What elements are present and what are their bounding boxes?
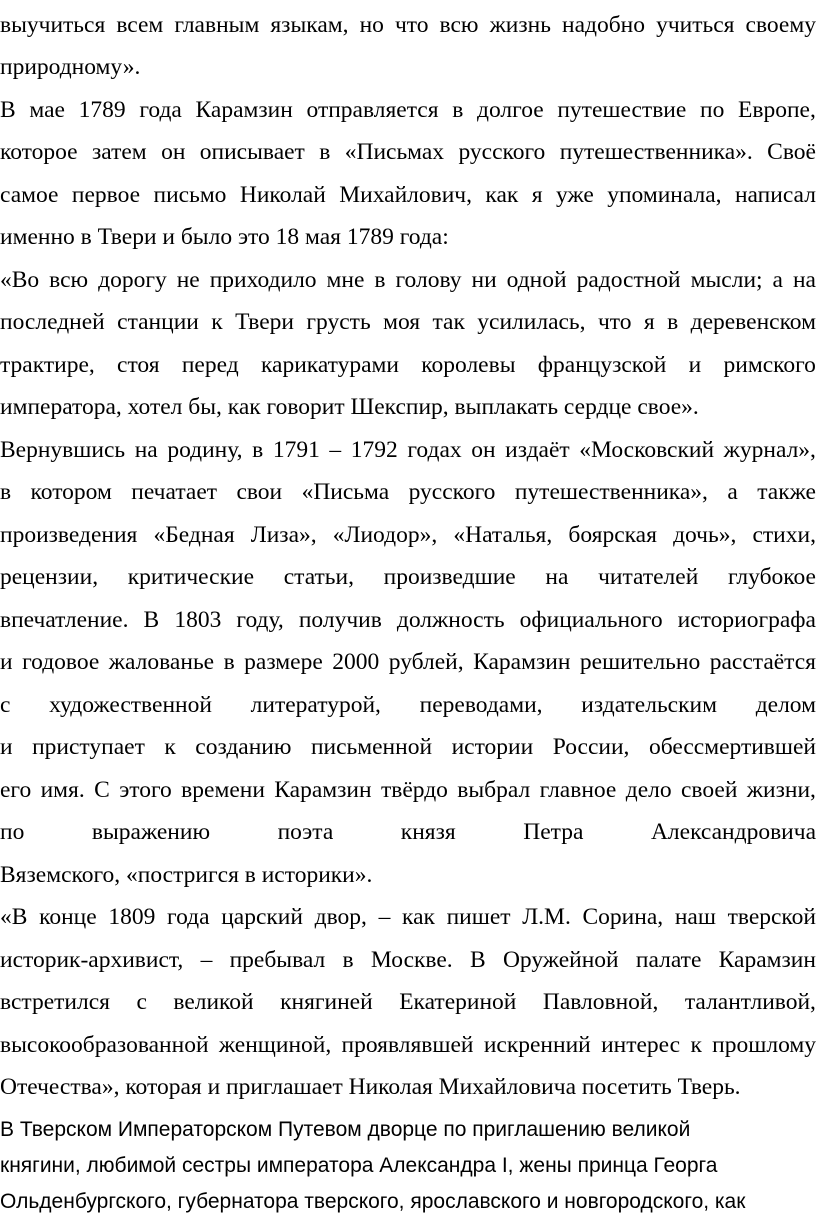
word: в [223, 649, 235, 675]
word: года [139, 97, 182, 123]
word: Сорина, [582, 904, 664, 930]
word: перед [181, 352, 239, 378]
word: на [134, 437, 158, 463]
word: дочь», [673, 522, 737, 548]
word: в [319, 139, 331, 165]
text-line: Отечества», которая и приглашает Николая Михайловича посетить Тверь. [0, 1074, 741, 1100]
word: а [772, 267, 783, 293]
word: решительно [579, 649, 701, 675]
text-line [0, 726, 816, 768]
word: как [485, 182, 519, 208]
word: произведения [0, 522, 138, 548]
word: долгое [477, 97, 544, 123]
word: произведшие [383, 564, 516, 590]
word: пребывал [229, 947, 326, 973]
word: Петра [523, 819, 584, 845]
word: путешествие [557, 97, 687, 123]
text-line [0, 641, 816, 683]
word: – [378, 904, 391, 930]
word: Лиза», [250, 522, 317, 548]
word: С [94, 777, 110, 803]
word: времени [181, 777, 265, 803]
word: отправляется [306, 97, 439, 123]
word: печатает [131, 479, 218, 505]
word: художественной [49, 692, 212, 718]
text-line: Ольденбургского, губернатора тверского, ярославского и новгородского, как [0, 1190, 746, 1213]
word: письмо [153, 182, 227, 208]
word: и [688, 352, 702, 378]
word: созданию [195, 734, 292, 760]
word: к [211, 309, 223, 335]
word: женщиной, [218, 1032, 332, 1058]
word: читателей [598, 564, 699, 590]
word: что [597, 309, 632, 335]
word: В [0, 97, 16, 123]
word: «Лиодор», [332, 522, 438, 548]
word: римского [723, 352, 816, 378]
word: к [164, 734, 176, 760]
word: трактире, [0, 352, 95, 378]
word: 1791 [272, 437, 320, 463]
word: Оружейной [502, 947, 619, 973]
text-line: именно в Твери и было это 18 мая 1789 года: [0, 224, 449, 250]
word: не [176, 267, 200, 293]
word: с [136, 989, 147, 1015]
word: конце [39, 904, 97, 930]
word: и [0, 649, 13, 675]
word: своему [745, 12, 816, 38]
word: деревенском [690, 309, 816, 335]
text-line [0, 769, 816, 811]
word: 1809 [108, 904, 156, 930]
word: глубокое [727, 564, 816, 590]
word: Михайлович, [339, 182, 472, 208]
word: свои [236, 479, 283, 505]
word: «Наталья, [453, 522, 553, 548]
word: историографа [677, 607, 816, 633]
word: Л.М. [522, 904, 571, 930]
word: Павловной, [542, 989, 659, 1015]
word: упоминала, [607, 182, 722, 208]
word: Карамзин [195, 97, 293, 123]
word: этого [119, 777, 172, 803]
word: Карамзин [473, 649, 571, 675]
word: «В [0, 904, 28, 930]
text-line [0, 259, 816, 301]
word: как [402, 904, 435, 930]
word: родину, [167, 437, 243, 463]
word: издаёт [505, 437, 570, 463]
word: искренний [483, 1032, 591, 1058]
word: ни [471, 267, 497, 293]
text-line: природному». [0, 54, 141, 80]
word: по [0, 819, 25, 845]
word: должность [396, 607, 505, 633]
word: издательским [581, 692, 717, 718]
word: литературой, [250, 692, 381, 718]
text-line [0, 471, 816, 513]
word: русского [458, 139, 546, 165]
word: в [374, 267, 386, 293]
word: прошлому [712, 1032, 816, 1058]
word: в [252, 437, 264, 463]
word: мае [29, 97, 65, 123]
word: – [329, 437, 342, 463]
word: официального [519, 607, 663, 633]
word: годовое [22, 649, 100, 675]
text-line [0, 301, 816, 343]
word: он [471, 437, 496, 463]
word: и [0, 734, 13, 760]
word: описывает [199, 139, 305, 165]
word: годах [407, 437, 462, 463]
word: с [0, 692, 11, 718]
word: в [0, 479, 12, 505]
word: к [690, 1032, 702, 1058]
word: на [792, 267, 816, 293]
word: Екатериной [399, 989, 517, 1015]
word: журнал», [723, 437, 816, 463]
word: путешественника». [559, 139, 753, 165]
word: радостной [576, 267, 681, 293]
word: критические [127, 564, 255, 590]
word: проявлявшей [341, 1032, 474, 1058]
text-line [0, 4, 816, 46]
word: мысли; [690, 267, 763, 293]
word: русского [408, 479, 496, 505]
text-line: Вяземского, «постригся в историки». [0, 862, 373, 888]
word: самое [0, 182, 59, 208]
word: княгиней [280, 989, 373, 1015]
word: в [452, 97, 464, 123]
word: твёрдо [380, 777, 448, 803]
word: уже [556, 182, 594, 208]
word: последней [0, 309, 105, 335]
word: я [643, 309, 655, 335]
word: в [667, 309, 679, 335]
word: что [394, 12, 429, 38]
word: надобно [562, 12, 646, 38]
word: истории [451, 734, 534, 760]
word: статьи, [283, 564, 354, 590]
word: дорогу [98, 267, 167, 293]
word: 1789 [78, 97, 126, 123]
word: которое [0, 139, 78, 165]
word: голову [395, 267, 462, 293]
word: станции [117, 309, 199, 335]
word: жизни, [746, 777, 816, 803]
word: французской [537, 352, 667, 378]
word: «Бедная [153, 522, 235, 548]
text-line: императора, хотел бы, как говорит Шекспир, выплакать сердце свое». [0, 394, 699, 420]
word: приступает [32, 734, 145, 760]
word: выражению [91, 819, 211, 845]
word: его [0, 777, 32, 803]
word: палате [635, 947, 702, 973]
word: усилилась, [477, 309, 586, 335]
text-line [0, 811, 816, 853]
word: выучиться [0, 12, 106, 38]
text-line [0, 599, 816, 641]
text-line [0, 684, 816, 726]
word: приходило [209, 267, 317, 293]
text-line [0, 131, 816, 173]
word: Николай [239, 182, 326, 208]
text-line [0, 896, 816, 938]
word: – [200, 947, 213, 973]
word: Своё [767, 139, 816, 165]
word: тверской [727, 904, 816, 930]
word: делом [755, 692, 816, 718]
word: жалованье [108, 649, 215, 675]
word: языкам, [270, 12, 349, 38]
word: главное [539, 777, 617, 803]
word: рецензии, [0, 564, 99, 590]
word: письменной [310, 734, 433, 760]
word: путешественника», [514, 479, 708, 505]
word: одной [506, 267, 567, 293]
word: интерес [601, 1032, 681, 1058]
word: двор, [314, 904, 367, 930]
word: жизнь [489, 12, 551, 38]
word: карикатурами [260, 352, 399, 378]
word: я [531, 182, 543, 208]
word: на [545, 564, 569, 590]
word: высокообразованной [0, 1032, 209, 1058]
text-line [0, 1024, 816, 1066]
word: стоя [117, 352, 160, 378]
word: «Московский [579, 437, 715, 463]
word: князя [400, 819, 456, 845]
word: котором [30, 479, 112, 505]
text-line [0, 344, 816, 386]
word: 2000 [332, 649, 380, 675]
word: встретился [0, 989, 110, 1015]
word: так [432, 309, 465, 335]
word: получив [298, 607, 382, 633]
text-line [0, 429, 816, 471]
word: «Во [0, 267, 40, 293]
word: Вернувшись [0, 437, 126, 463]
text-line [0, 556, 816, 598]
word: Твери [235, 309, 295, 335]
text-line [0, 514, 816, 556]
word: мне [326, 267, 365, 293]
word: наш [674, 904, 716, 930]
word: В [469, 947, 486, 973]
word: впечатление. [0, 607, 129, 633]
word: имя. [40, 777, 85, 803]
word: 1792 [350, 437, 398, 463]
word: «Письмах [344, 139, 445, 165]
word: всем [116, 12, 164, 38]
word: года [167, 904, 210, 930]
word: Европе, [738, 97, 816, 123]
word: 1803 [174, 607, 222, 633]
word: дело [625, 777, 672, 803]
text-line [0, 939, 816, 981]
word: выбрал [457, 777, 531, 803]
word: в [342, 947, 354, 973]
word: учиться [656, 12, 735, 38]
word: талантливой, [684, 989, 816, 1015]
word: первое [71, 182, 141, 208]
word: моя [383, 309, 421, 335]
text-line: княгини, любимой сестры императора Александра I, жены принца Георга [0, 1154, 718, 1177]
word: написал [734, 182, 816, 208]
word: великой [173, 989, 254, 1015]
word: расстаётся [709, 649, 816, 675]
word: переводами, [419, 692, 543, 718]
text-line [0, 89, 816, 131]
word: также [757, 479, 816, 505]
word: Карамзин [274, 777, 372, 803]
word: рублей, [388, 649, 464, 675]
word: пишет [446, 904, 511, 930]
word: затем [91, 139, 147, 165]
word: он [161, 139, 186, 165]
word: Москве. [370, 947, 453, 973]
word: по [700, 97, 725, 123]
word: В [143, 607, 160, 633]
word: грусть [306, 309, 371, 335]
word: главным [174, 12, 260, 38]
word: но [359, 12, 384, 38]
text-line: В Тверском Императорском Путевом дворце по приглашению великой [0, 1118, 691, 1141]
word: а [727, 479, 738, 505]
word: году, [236, 607, 284, 633]
word: стихи, [752, 522, 816, 548]
word: королевы [421, 352, 516, 378]
word: Александровича [650, 819, 816, 845]
word: поэта [277, 819, 334, 845]
text-line [0, 981, 816, 1023]
word: размере [244, 649, 323, 675]
word: царский [221, 904, 303, 930]
word: боярская [568, 522, 657, 548]
word: всю [49, 267, 89, 293]
word: всю [439, 12, 479, 38]
word: «Письма [301, 479, 390, 505]
word: своей [681, 777, 738, 803]
word: России, [552, 734, 630, 760]
word: обессмертившей [648, 734, 816, 760]
text-line [0, 174, 816, 216]
word: историк-архивист, [0, 947, 184, 973]
word: Карамзин [718, 947, 816, 973]
